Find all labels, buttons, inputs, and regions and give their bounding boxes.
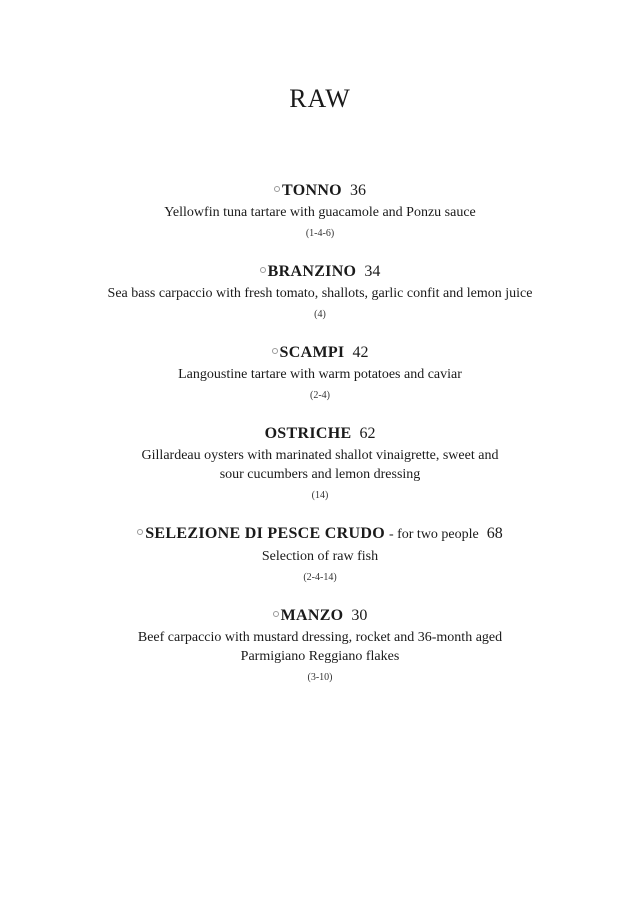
item-heading — [0, 261, 640, 283]
menu-item-ostriche — [0, 423, 640, 503]
menu-item-branzino — [0, 261, 640, 322]
item-name: TONNO — [282, 182, 342, 199]
circle-marker-icon — [272, 348, 278, 354]
item-description: Langoustine tartare with warm potatoes and caviar — [178, 367, 462, 382]
item-price: 68 — [486, 525, 503, 542]
item-description: Selection of raw fish — [261, 549, 379, 564]
item-allergens: (1-4-6) — [305, 228, 335, 239]
item-name: OSTRICHE — [264, 425, 352, 442]
item-price: 62 — [359, 425, 376, 442]
item-allergens: (14) — [311, 490, 329, 501]
item-price: 34 — [364, 263, 381, 280]
item-name: SELEZIONE DI PESCE CRUDO — [145, 525, 385, 542]
item-name: BRANZINO — [267, 263, 357, 280]
item-heading — [0, 180, 640, 202]
circle-marker-icon — [274, 186, 280, 192]
item-allergens: (2-4-14) — [303, 572, 337, 583]
menu-item-selezione-di-pesce-crudo — [0, 523, 640, 585]
menu-item-manzo — [0, 605, 640, 685]
circle-marker-icon — [137, 529, 143, 535]
item-price: 36 — [349, 182, 366, 199]
item-price: 30 — [351, 607, 368, 624]
item-allergens: (2-4) — [310, 390, 330, 401]
item-note: - for two people — [388, 527, 479, 542]
item-price: 42 — [352, 344, 369, 361]
item-name: SCAMPI — [279, 344, 345, 361]
item-allergens: (4) — [314, 309, 326, 320]
item-description: Gillardeau oysters with marinated shallot vinaigrette, sweet and sour cucumbers and lemon dressing — [141, 448, 499, 482]
item-heading — [0, 523, 640, 546]
circle-marker-icon — [260, 267, 266, 273]
item-description: Yellowfin tuna tartare with guacamole and Ponzu sauce — [164, 205, 476, 220]
menu-item-scampi — [0, 342, 640, 403]
item-heading — [0, 342, 640, 364]
menu-list — [0, 180, 640, 705]
item-heading — [0, 423, 640, 445]
item-description: Sea bass carpaccio with fresh tomato, shallots, garlic confit and lemon juice — [107, 286, 533, 301]
item-heading — [0, 605, 640, 627]
menu-item-tonno — [0, 180, 640, 241]
item-name: MANZO — [280, 607, 344, 624]
item-allergens: (3-10) — [307, 672, 333, 683]
section-title: RAW — [289, 84, 351, 113]
circle-marker-icon — [273, 611, 279, 617]
item-description: Beef carpaccio with mustard dressing, rocket and 36-month aged Parmigiano Reggiano flakes — [137, 630, 503, 664]
